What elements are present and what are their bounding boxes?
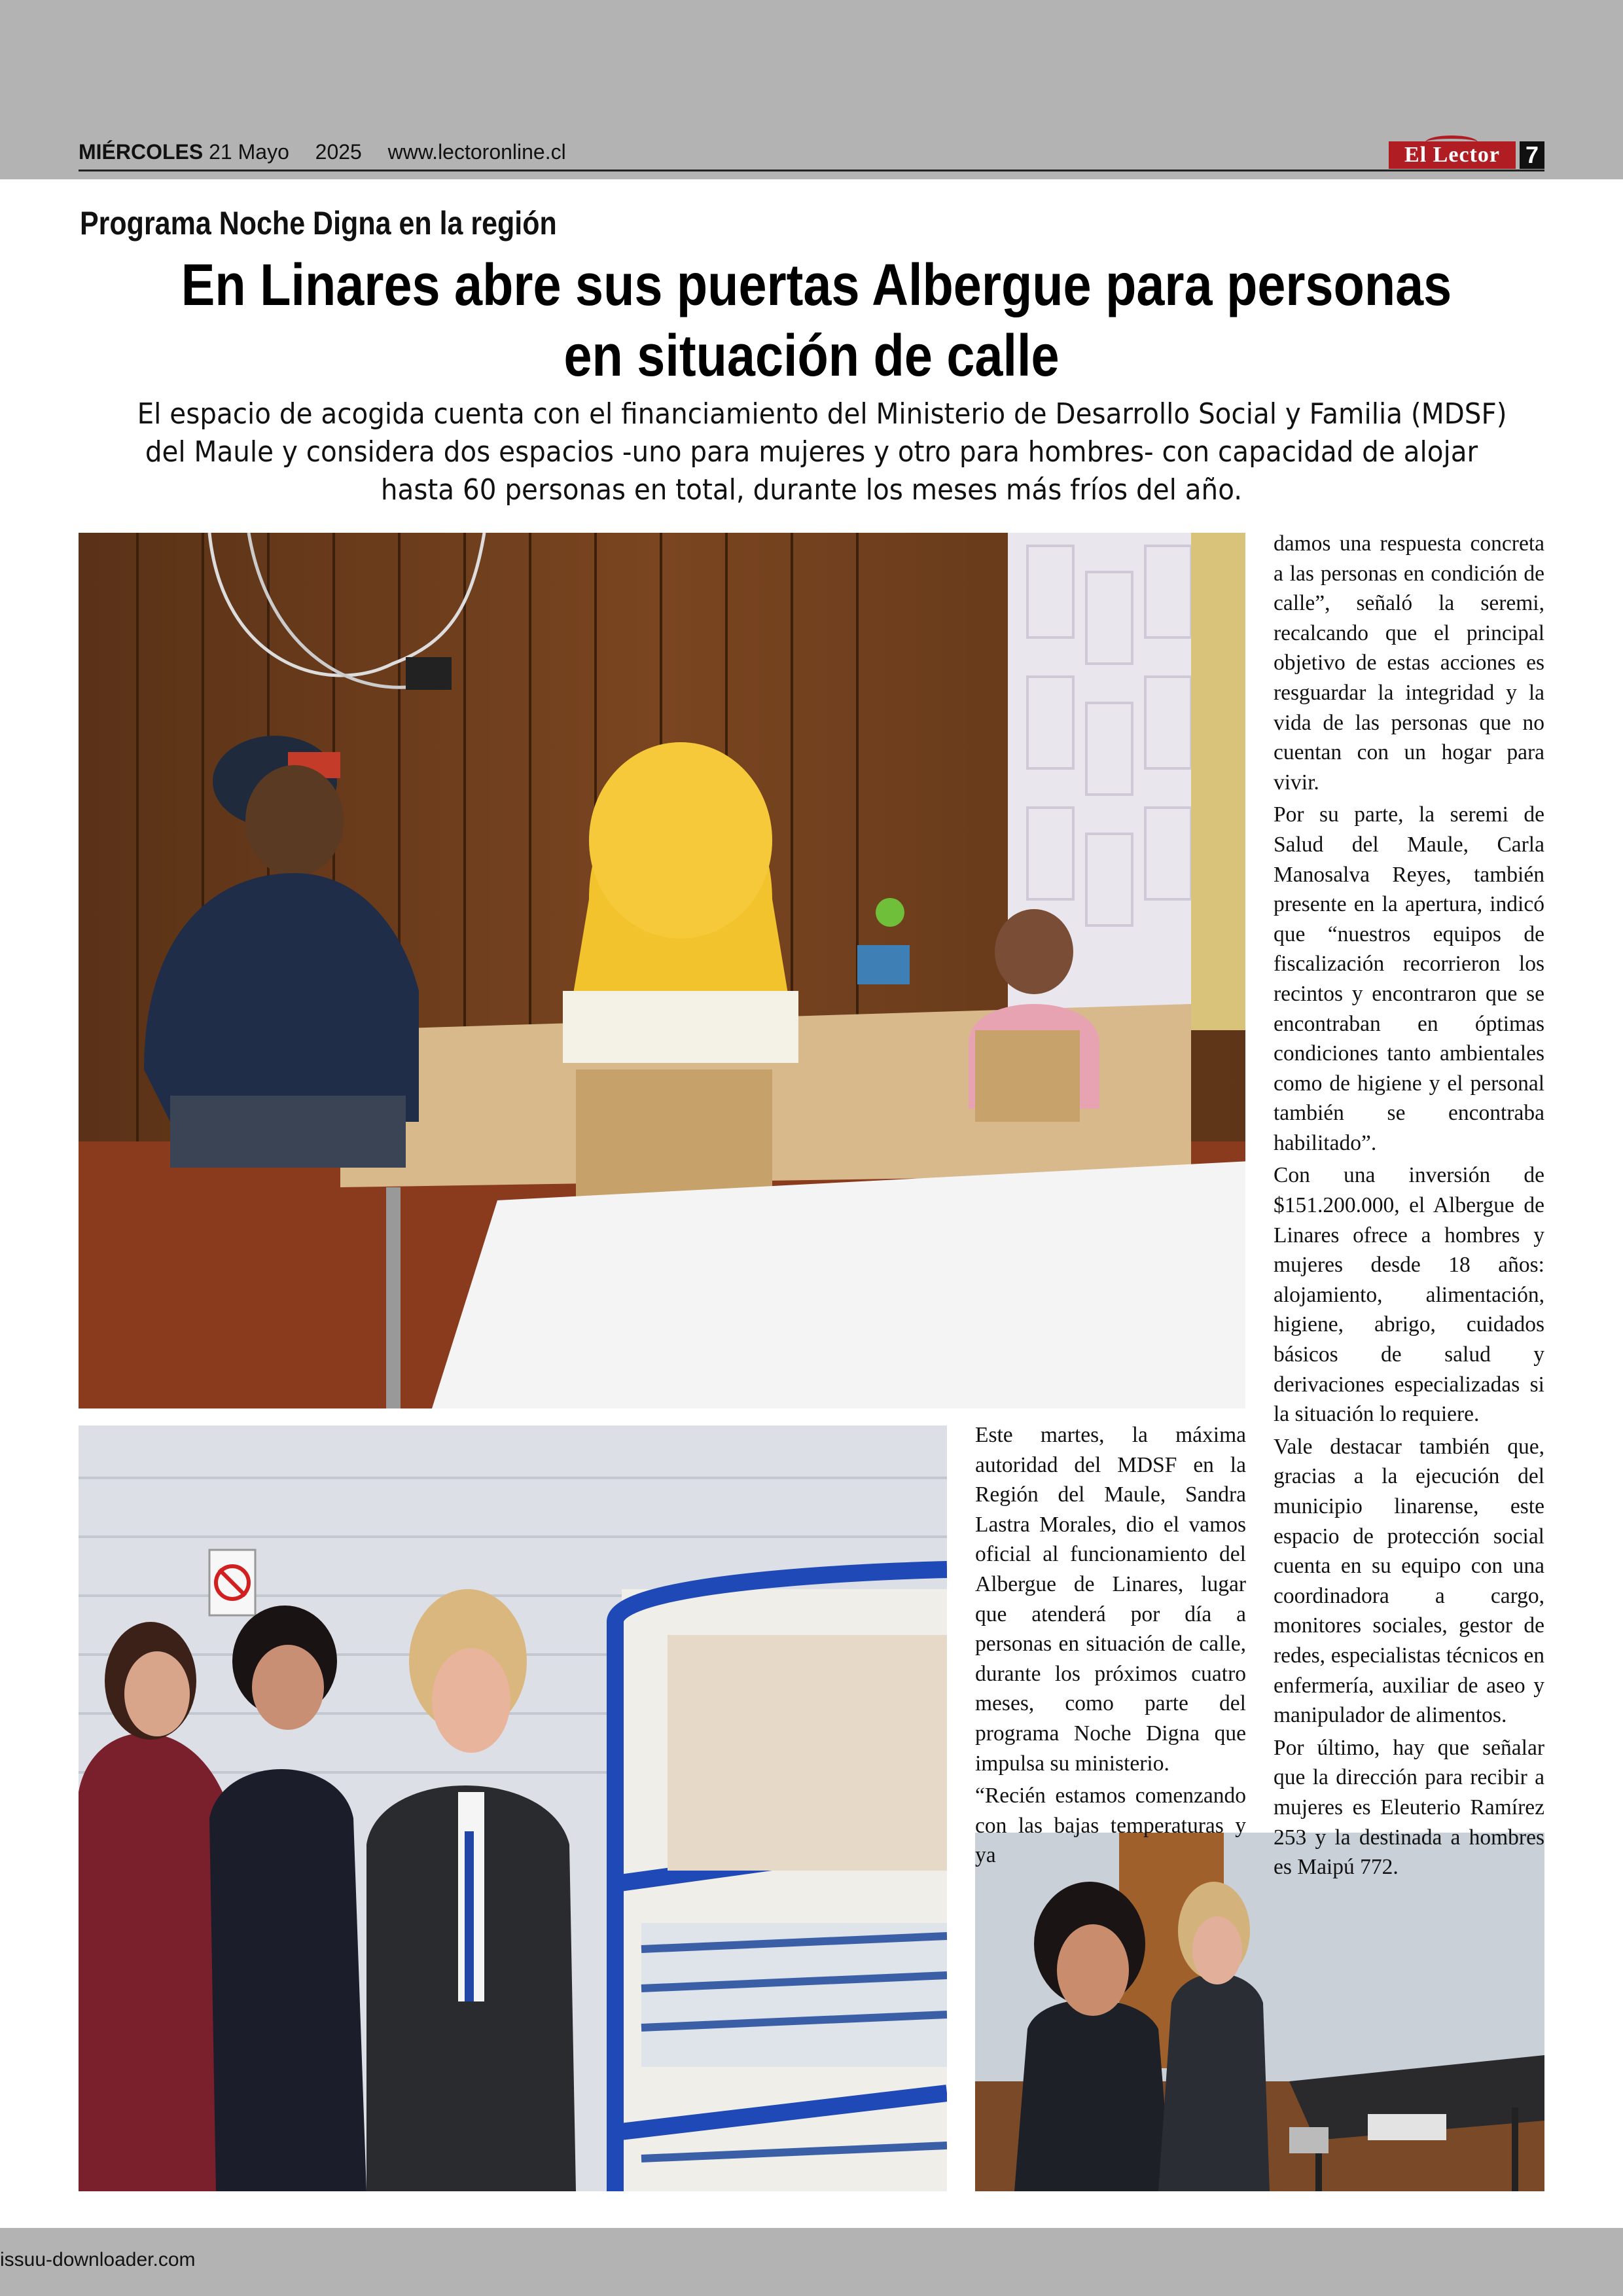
folio-date: 21 Mayo — [209, 140, 289, 164]
article-headline — [79, 250, 1544, 391]
subhead-line: hasta 60 personas en total, durante los meses más fríos del año. — [380, 473, 1243, 507]
body-paragraph: Por último, hay que señalar que la dirección para recibir a mujeres es Eleuterio Ramírez 253 y la destinada a hombres es Maipú 772. — [1274, 1735, 1544, 1880]
article-kicker: Programa Noche Digna en la región — [80, 205, 557, 242]
article-subhead — [79, 395, 1544, 509]
bottom-margin — [0, 2228, 1623, 2296]
subhead-line: del Maule y considera dos espacios -uno para mujeres y otro para hombres- con capacidad de alojar — [145, 435, 1478, 469]
folio-website[interactable]: www.lectoronline.cl — [387, 140, 566, 164]
folio-year: 2025 — [315, 140, 362, 164]
article-column-middle — [975, 1420, 1246, 1873]
photo-infirmary — [975, 1833, 1544, 2191]
body-paragraph: Con una inversión de $151.200.000, el Albergue de Linares ofrece a hombres y mujeres desde 18 años: alojamiento, alimentación, higiene, abrigo, cuidados básicos de salud y derivaciones especializadas si la situación lo requiere. — [1274, 1163, 1544, 1427]
body-paragraph: damos una respuesta concreta a las personas en condición de calle”, señaló la seremi, recalcando que el principal objetivo de estas acciones es resguardar la integridad y la vida de las personas que no cuentan con un hogar para vivir. — [1274, 531, 1544, 795]
body-paragraph: Por su parte, la seremi de Salud del Maule, Carla Manosalva Reyes, también presente en la apertura, indicó que “nuestros equipos de fiscalización recorrieron los recintos y encontraron que se encontraban en óptimas condiciones tanto ambientales como de higiene y el personal también se encontraba habilitado”. — [1274, 802, 1544, 1155]
body-paragraph: Este martes, la máxima autoridad del MDSF en la Región del Maule, Sandra Lastra Morales, dio el vamos oficial al funcionamiento del Albergue de Linares, lugar que atenderá por día a personas en situación de calle, durante los próximos cuatro meses, como parte del programa Noche Digna que impulsa su ministerio. — [975, 1423, 1246, 1776]
body-paragraph: Vale destacar también que, gracias a la ejecución del municipio linarense, este espacio de protección social cuenta en su equipo con una coordinadora a cargo, monitores sociales, gestor de redes, especialistas técnicos en enfermería, auxiliar de aseo y manipulador de alimentos. — [1274, 1434, 1544, 1728]
newspaper-logo: El Lector — [1389, 141, 1516, 169]
folio-weekday: MIÉRCOLES — [79, 140, 204, 164]
watermark: issuu-downloader.com — [0, 2249, 196, 2270]
header-rule — [79, 170, 1544, 171]
headline-line: En Linares abre sus puertas Albergue para personas — [181, 253, 1452, 318]
photo-bunk-room — [79, 1426, 947, 2191]
folio — [79, 140, 566, 164]
page-number: 7 — [1520, 141, 1544, 169]
headline-line: en situación de calle — [563, 323, 1060, 389]
body-paragraph: “Recién estamos comenzando con las bajas temperaturas y ya — [975, 1784, 1246, 1868]
article-column-right — [1274, 529, 1544, 1885]
photo-dining-room — [79, 533, 1245, 1408]
subhead-line: El espacio de acogida cuenta con el financiamiento del Ministerio de Desarrollo Social y Familia (MDSF) — [137, 397, 1507, 431]
